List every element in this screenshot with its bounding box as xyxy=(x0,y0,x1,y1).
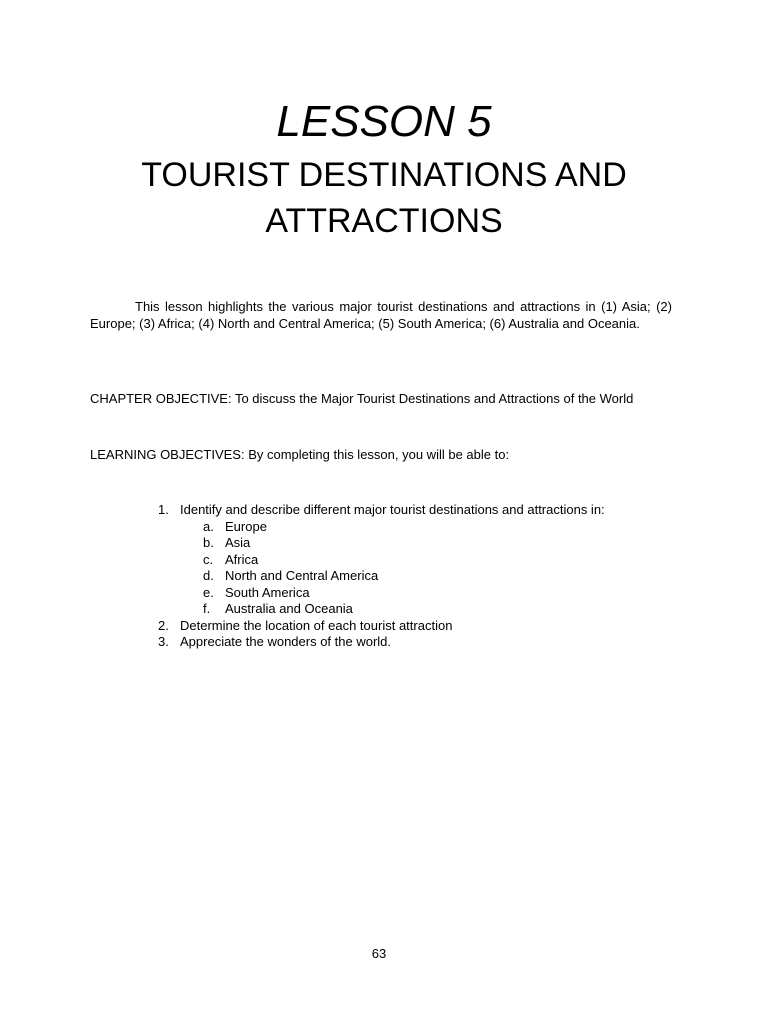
objectives-list xyxy=(158,502,678,651)
region-item xyxy=(180,519,678,536)
region-text: South America xyxy=(225,584,310,600)
learning-objectives-heading: LEARNING OBJECTIVES: By completing this lesson, you will be able to: xyxy=(90,447,510,462)
region-letter: c. xyxy=(203,551,214,567)
region-item xyxy=(180,585,678,602)
objective-number: 2. xyxy=(158,617,169,633)
lesson-subtitle: TOURIST DESTINATIONS AND ATTRACTIONS xyxy=(141,156,627,240)
objective-text: Appreciate the wonders of the world. xyxy=(180,634,392,649)
page-number: 63 xyxy=(371,946,387,961)
region-letter: e. xyxy=(203,584,214,600)
objective-text: Determine the location of each tourist attraction xyxy=(180,617,453,633)
region-item xyxy=(180,601,678,618)
objective-number: 3. xyxy=(158,634,169,649)
region-text: Australia and Oceania xyxy=(225,601,353,616)
region-text: North and Central America xyxy=(225,568,379,583)
region-item xyxy=(180,568,678,585)
objective-item xyxy=(158,634,678,651)
objective-text: Identify and describe different major tourist destinations and attractions in: xyxy=(180,502,605,517)
lesson-title: LESSON 5 xyxy=(276,97,492,146)
region-item xyxy=(180,535,678,552)
region-letter: a. xyxy=(203,518,214,534)
region-item xyxy=(180,552,678,569)
objective-item xyxy=(158,618,678,635)
region-text: Europe xyxy=(225,518,267,534)
region-list xyxy=(180,519,678,618)
objective-number: 1. xyxy=(158,502,169,517)
objective-item xyxy=(158,502,678,618)
region-letter: b. xyxy=(203,535,214,550)
intro-paragraph: This lesson highlights the various major tourist destinations and attractions in (1) Asia; (2) Europe; (3) Africa; (4) North and Central America; (5) South America; (6) Australia and Oceania. xyxy=(90,299,672,331)
region-text: Africa xyxy=(225,551,259,567)
region-letter: d. xyxy=(203,568,214,583)
chapter-objective: CHAPTER OBJECTIVE: To discuss the Major Tourist Destinations and Attractions of the World xyxy=(90,391,634,406)
region-letter: f. xyxy=(203,601,211,616)
region-text: Asia xyxy=(225,535,251,550)
